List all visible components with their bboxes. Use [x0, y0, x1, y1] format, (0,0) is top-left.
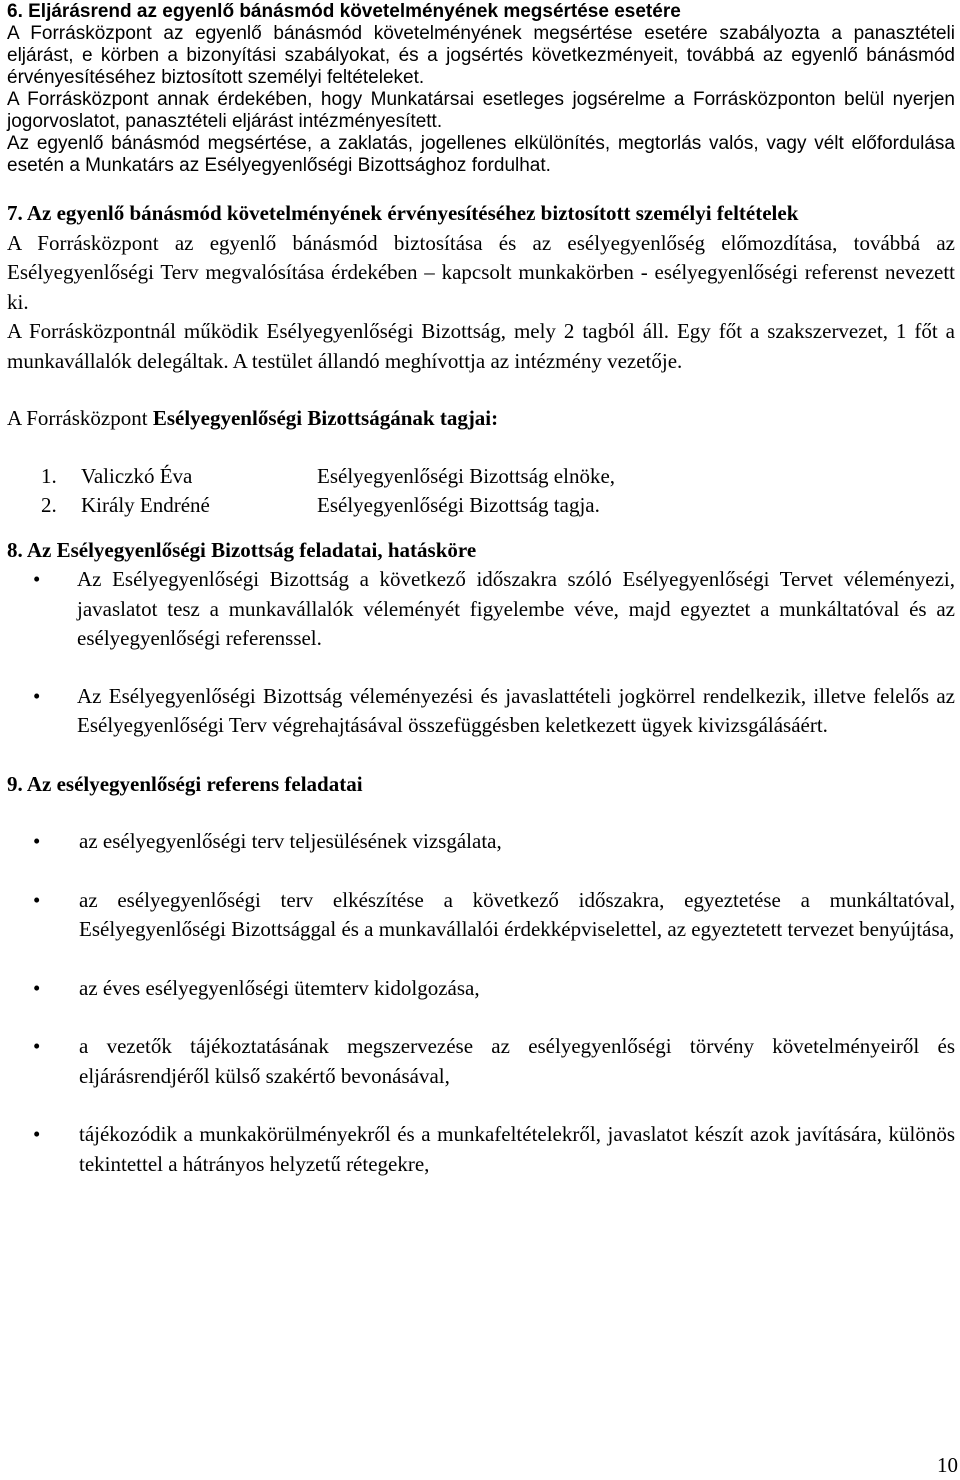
list-item-text: tájékozódik a munkakörülményekről és a munkafeltételekről, javaslatot készít azok javítására, különös tekintettel a hátrányos helyzetű rétegekre,: [79, 1122, 955, 1176]
bullet-icon: •: [33, 829, 41, 853]
list-item-text: Az Esélyegyenlőségi Bizottság véleményezési és javaslattételi jogkörrel rendelkezik, illetve felelős az Esélyegyenlőségi Terv végrehajtásával összefüggésben keletkezett ügyek kivizsgálásáért.: [77, 683, 955, 737]
section-8: [7, 536, 955, 741]
section-9-heading: 9. Az esélyegyenlőségi referens feladatai: [7, 771, 363, 796]
bullet-icon: •: [33, 975, 41, 1000]
list-item-text: az esélyegyenlőségi terv elkészítése a következő időszakra, egyeztetése a munkáltatóval, Esélyegyenlőségi Bizottsággal és a munkavállalói érdekképviselettel, az egyeztetett tervezet benyújtása,: [79, 887, 955, 941]
member-role: Esélyegyenlőségi Bizottság tagja.: [317, 493, 600, 517]
bullet-icon: •: [33, 567, 41, 591]
member-number: 2.: [41, 493, 57, 517]
list-item-text: Az Esélyegyenlőségi Bizottság a következő időszakra szóló Esélyegyenlőségi Tervet véleményezi, javaslatot tesz a munkavállalók véleményét figyelembe véve, majd egyeztet a munkáltatóval és az esélyegyenlőségi referenssel.: [77, 567, 955, 650]
list-item: [7, 886, 955, 945]
bullet-icon: •: [33, 887, 41, 912]
section-7-paragraph-1: A Forrásközpont az egyenlő bánásmód biztosítása és az esélyegyenlőség előmozdítása, továbbá az Esélyegyenlőségi Terv megvalósítása érdekében – kapcsolt munkakörben - esélyegyenlőségi referenst nevezett ki.: [7, 230, 955, 314]
members-intro-plain: A Forrásközpont: [7, 406, 153, 430]
section-7-heading: 7. Az egyenlő bánásmód követelményének érvényesítéséhez biztosított személyi feltételek: [7, 201, 799, 225]
list-item: [7, 1032, 955, 1091]
section-9: [7, 770, 955, 1180]
member-name: Király Endréné: [81, 493, 210, 517]
member-number: 1.: [41, 463, 57, 488]
members-list: [41, 462, 955, 521]
list-item: [7, 827, 955, 857]
section-6-paragraph: Az egyenlő bánásmód megsértése, a zaklatás, jogellenes elkülönítés, megtorlás valós, vagy vélt előfordulása esetén a Munkatárs az Esélyegyenlőségi Bizottsághoz fordulhat.: [7, 133, 955, 176]
list-item-text: az esélyegyenlőségi terv teljesülésének vizsgálata,: [79, 829, 502, 853]
bullet-icon: •: [33, 1034, 41, 1058]
list-item-text: a vezetők tájékoztatásának megszervezése az esélyegyenlőségi törvény követelményeiről és eljárásrendjéről külső szakértő bevonásával,: [79, 1034, 955, 1088]
list-item: [7, 565, 955, 654]
member-name: Valiczkó Éva: [81, 463, 193, 488]
members-intro-bold: Esélyegyenlőségi Bizottságának tagjai:: [152, 406, 499, 430]
member-row: [41, 491, 955, 521]
list-item-text: az éves esélyegyenlőségi ütemterv kidolgozása,: [79, 975, 480, 1000]
section-6-paragraph: A Forrásközpont annak érdekében, hogy Munkatársai esetleges jogsérelme a Forrásközponton belül nyerjen jogorvoslatot, panasztételi eljárást intézményesített.: [7, 89, 955, 132]
list-item: [7, 682, 955, 741]
section-7: [7, 199, 955, 521]
section-8-bullets: [7, 565, 955, 741]
member-row: [41, 462, 955, 492]
section-6-paragraph: A Forrásközpont az egyenlő bánásmód követelményének megsértése esetére szabályozta a panasztételi eljárást, e körben a bizonyítási szabályokat, és a jogsértés következményeit, továbbá az egyenlő bánásmód érvényesítéséhez biztosított személyi feltételeket.: [7, 23, 955, 88]
bullet-icon: •: [33, 683, 41, 708]
list-item: [7, 1120, 955, 1179]
member-role: Esélyegyenlőségi Bizottság elnöke,: [317, 463, 616, 488]
section-6-heading: 6. Eljárásrend az egyenlő bánásmód követelményének megsértése esetére: [7, 1, 681, 22]
section-6: [7, 1, 955, 177]
bullet-icon: •: [33, 1122, 41, 1146]
section-8-heading: 8. Az Esélyegyenlőségi Bizottság feladatai, hatásköre: [7, 537, 477, 562]
members-intro: [7, 404, 955, 434]
section-7-paragraph-2: A Forrásközpontnál működik Esélyegyenlőségi Bizottság, mely 2 tagból áll. Egy főt a szakszervezet, 1 főt a munkavállalók delegáltak. A testület állandó meghívottja az intézmény vezetője.: [7, 319, 955, 373]
page-number: 10: [937, 1453, 958, 1477]
document-page: [7, 0, 955, 1480]
list-item: [7, 974, 955, 1004]
section-9-bullets: [7, 827, 955, 1179]
